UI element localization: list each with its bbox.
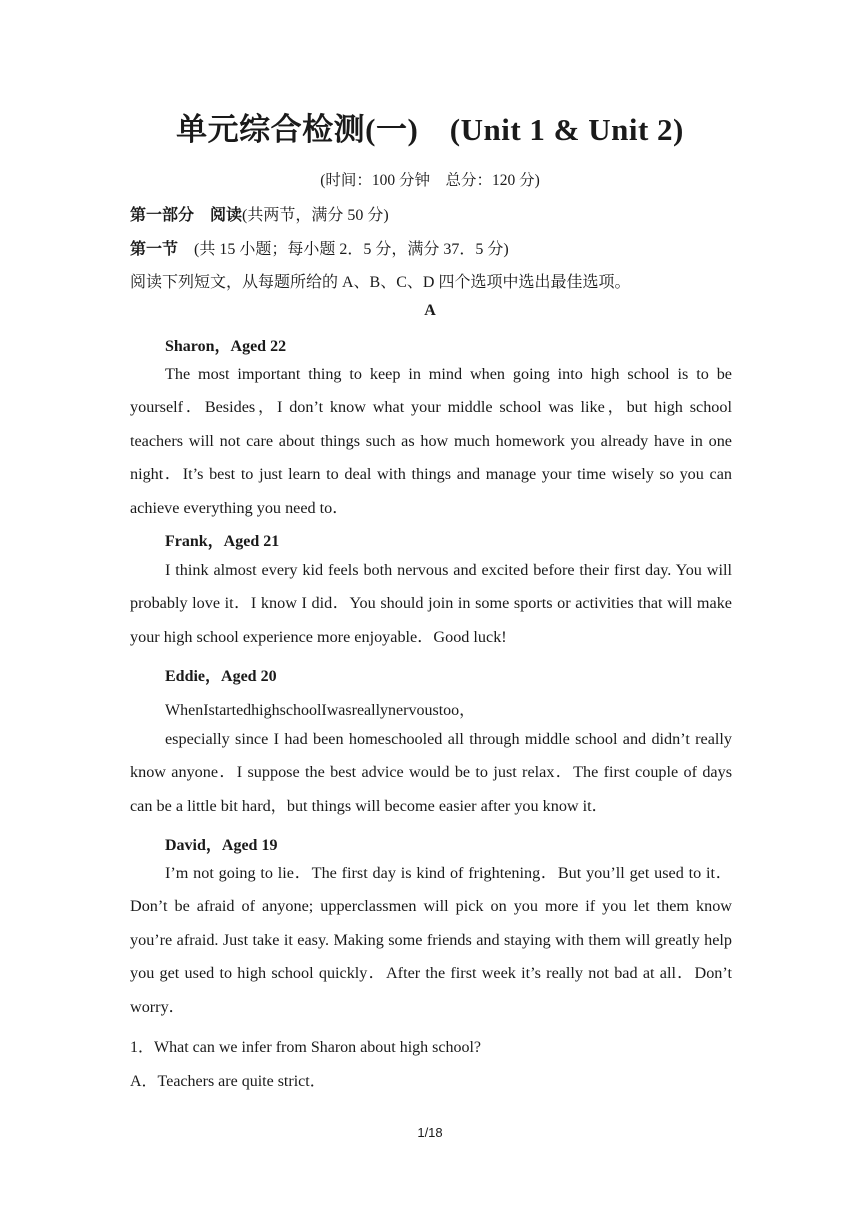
entry-text: I’m not going to lie．The first day is kind of frightening．But you’ll get used to it．Don’t be afraid of anyone; upperclassmen will pick on you more if you let them know you’re afraid. Just take it easy. Making some friends and staying with them will greatly help you get used to high school quickly．After the first week it’s really not bad at all．Don’t worry． (130, 864, 732, 1016)
section-label: 第一节 (130, 241, 179, 258)
part-label: 第一部分 阅读 (130, 207, 243, 224)
exam-info: (时间：100 分钟 总分：120 分) (320, 172, 540, 189)
entry-first-line: WhenIstartedhighschoolIwasreallynervoustoo， (165, 702, 476, 719)
part-heading (130, 202, 389, 225)
page-number: 1/18 (417, 1125, 443, 1140)
entry-name: David，Aged 19 (165, 837, 278, 854)
entry-text: The most important thing to keep in mind when going into high school is to be yourself．Besides，I don’t know what your middle school was like，but high school teachers will not care about things such as how much homework you already have in one night．It’s best to just learn to deal with things and manage your time wisely so you can achieve everything you need to． (130, 365, 732, 517)
passage-label: A (424, 302, 436, 319)
entry-text: I think almost every kid feels both nervous and excited before their first day. You will probably love it．I know I did．You should join in some sports or activities that will make your high school experience more enjoyable．Good luck! (130, 561, 732, 646)
entry-name: Eddie，Aged 20 (165, 668, 277, 685)
option-a: A．Teachers are quite strict． (130, 1073, 326, 1090)
entry-name: Frank，Aged 21 (165, 533, 280, 550)
entry-text: especially since I had been homeschooled all through middle school and didn’t really know anyone．I suppose the best advice would be to just relax．The first couple of days can be a little bit hard，but things will become easier after you know it． (130, 730, 732, 815)
section-heading (130, 236, 509, 259)
question: 1．What can we infer from Sharon about high school? (130, 1039, 482, 1056)
instruction: 阅读下列短文，从每题所给的 A、B、C、D 四个选项中选出最佳选项。 (130, 274, 631, 291)
page-title: 单元综合检测(一) (Unit 1 & Unit 2) (176, 112, 684, 147)
entry-name: Sharon，Aged 22 (165, 338, 287, 355)
part-detail: (共两节，满分 50 分) (242, 207, 389, 224)
section-detail: (共 15 小题；每小题 2．5 分，满分 37．5 分) (194, 241, 509, 258)
